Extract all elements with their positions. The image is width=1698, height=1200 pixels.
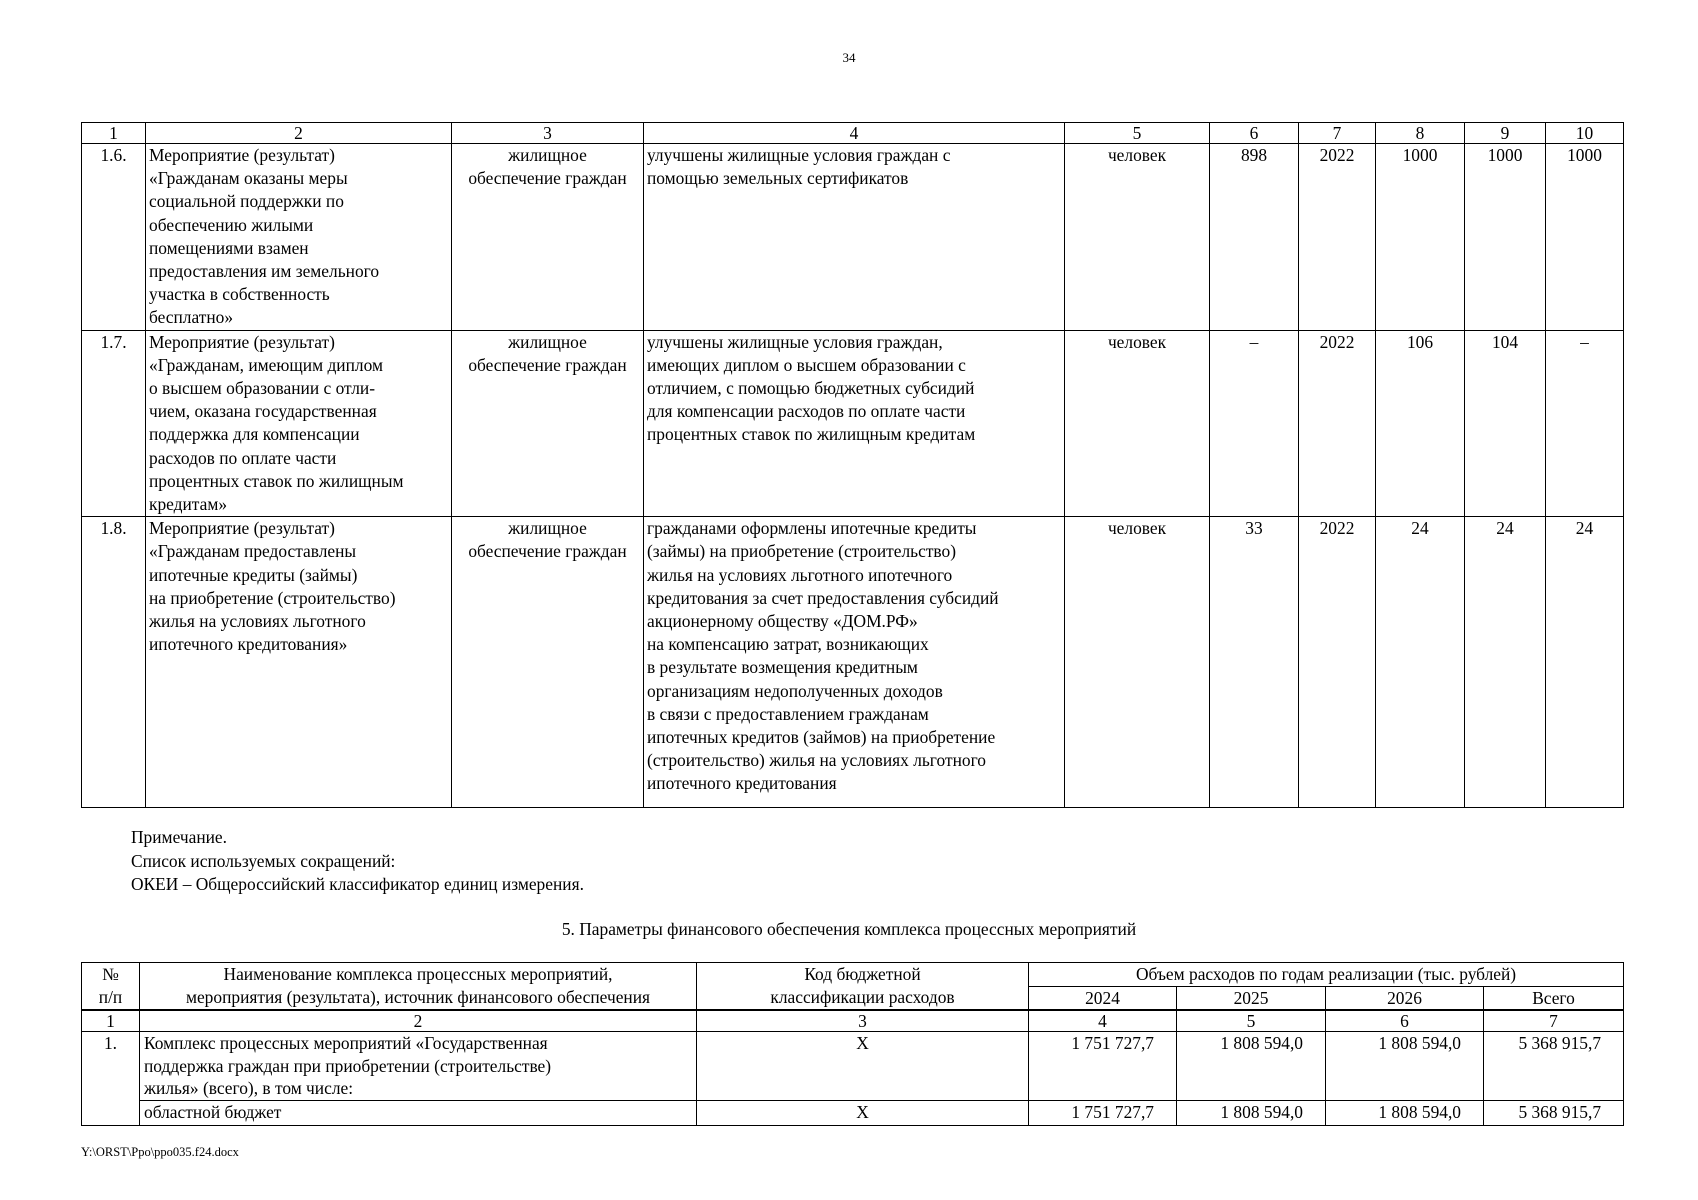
column-number: 4 (644, 123, 1065, 144)
column-number: 1 (82, 123, 146, 144)
column-number: 6 (1210, 123, 1299, 144)
header-name: Наименование комплекса процессных мероприятий, мероприятия (результата), источник финансового обеспечения (140, 963, 697, 1011)
value-year-2: 1000 (1465, 144, 1546, 331)
column-number: 10 (1546, 123, 1624, 144)
page-number: 34 (842, 50, 856, 65)
section-title: 5. Параметры финансового обеспечения комплекса процессных мероприятий (561, 919, 1137, 939)
table-row (82, 1100, 1624, 1125)
row-number: 1.8. (82, 517, 146, 808)
header-year: 2026 (1326, 986, 1484, 1010)
amount-total: 5 368 915,7 (1484, 1032, 1624, 1101)
amount-2025: 1 808 594,0 (1177, 1032, 1326, 1101)
value-year-3: – (1546, 330, 1624, 517)
amount-2025: 1 808 594,0 (1177, 1100, 1326, 1125)
row-number: 1.7. (82, 330, 146, 517)
table-row (82, 517, 1624, 808)
value-year-1: 106 (1376, 330, 1465, 517)
finance-table-header-row (82, 963, 1624, 987)
note-abbreviation-okei: ОКЕИ – Общероссийский классификатор единиц измерения. (131, 874, 584, 894)
note-abbreviations-title: Список используемых сокращений: (131, 850, 396, 871)
finance-item-name: Комплекс процессных мероприятий «Государственная поддержка граждан при приобретении (строительстве) жилья» (всего), в том числе: (140, 1032, 697, 1101)
note-heading: Примечание. (131, 827, 227, 847)
amount-2026: 1 808 594,0 (1326, 1032, 1484, 1101)
header-num: № п/п (82, 963, 140, 1011)
value-year-1: 1000 (1376, 144, 1465, 331)
budget-code: Х (697, 1100, 1029, 1125)
amount-2024: 1 751 727,7 (1029, 1032, 1177, 1101)
unit: человек (1065, 330, 1210, 517)
activity-name: Мероприятие (результат) «Гражданам оказаны меры социальной поддержки по обеспечению жилыми помещениями взамен предоставления им земельного участка в собственность бесплатно» (146, 144, 452, 331)
results-table (81, 122, 1624, 808)
budget-code: Х (697, 1032, 1029, 1101)
column-number: 1 (82, 1010, 140, 1032)
column-number: 3 (697, 1010, 1029, 1032)
finance-table (81, 962, 1624, 1126)
base-year: 2022 (1299, 144, 1376, 331)
column-number: 5 (1065, 123, 1210, 144)
footer-file-path: Y:\ORST\Ppo\ppo035.f24.docx (81, 1145, 239, 1159)
base-value: 33 (1210, 517, 1299, 808)
value-year-2: 24 (1465, 517, 1546, 808)
results-table-header-row (82, 123, 1624, 144)
activity-name: Мероприятие (результат) «Гражданам, имеющим диплом о высшем образовании с отли- чием, оказана государственная поддержка для компенсации расходов по оплате части процентных ставок по жилищным кредитам» (146, 330, 452, 517)
column-number: 3 (452, 123, 644, 144)
activity-type: жилищное обеспечение граждан (452, 517, 644, 808)
table-row (82, 144, 1624, 331)
table-row (82, 1032, 1624, 1101)
amount-2024: 1 751 727,7 (1029, 1100, 1177, 1125)
base-year: 2022 (1299, 517, 1376, 808)
column-number: 7 (1484, 1010, 1624, 1032)
row-number: 1.6. (82, 144, 146, 331)
base-value: 898 (1210, 144, 1299, 331)
unit: человек (1065, 144, 1210, 331)
column-number: 9 (1465, 123, 1546, 144)
notes-block (131, 826, 584, 897)
column-number: 6 (1326, 1010, 1484, 1032)
activity-type: жилищное обеспечение граждан (452, 330, 644, 517)
finance-table-column-numbers (82, 1010, 1624, 1032)
amount-2026: 1 808 594,0 (1326, 1100, 1484, 1125)
header-total: Всего (1484, 986, 1624, 1010)
value-year-1: 24 (1376, 517, 1465, 808)
table-row (82, 330, 1624, 517)
activity-description: улучшены жилищные условия граждан, имеющих диплом о высшем образовании с отличием, с помощью бюджетных субсидий для компенсации расходов по оплате части процентных ставок по жилищным кредитам (644, 330, 1065, 517)
activity-description: гражданами оформлены ипотечные кредиты (займы) на приобретение (строительство) жилья на условиях льготного ипотечного кредитования за счет предоставления субсидий акционерному обществу «ДОМ.РФ» на компенсацию затрат, возникающих в результате возмещения кредитным организациям недополученных доходов в связи с предоставлением гражданам ипотечных кредитов (займов) на приобретение (строительство) жилья на условиях льготного ипотечного кредитования (644, 517, 1065, 808)
column-number: 2 (146, 123, 452, 144)
finance-item-name: областной бюджет (140, 1100, 697, 1125)
column-number: 7 (1299, 123, 1376, 144)
base-year: 2022 (1299, 330, 1376, 517)
amount-total: 5 368 915,7 (1484, 1100, 1624, 1125)
row-number: 1. (82, 1032, 140, 1126)
header-year: 2025 (1177, 986, 1326, 1010)
column-number: 5 (1177, 1010, 1326, 1032)
column-number: 4 (1029, 1010, 1177, 1032)
activity-name: Мероприятие (результат) «Гражданам предоставлены ипотечные кредиты (займы) на приобретение (строительство) жилья на условиях льготного ипотечного кредитования» (146, 517, 452, 808)
activity-type: жилищное обеспечение граждан (452, 144, 644, 331)
column-number: 2 (140, 1010, 697, 1032)
column-number: 8 (1376, 123, 1465, 144)
header-volume: Объем расходов по годам реализации (тыс. рублей) (1029, 963, 1624, 987)
value-year-2: 104 (1465, 330, 1546, 517)
base-value: – (1210, 330, 1299, 517)
header-year: 2024 (1029, 986, 1177, 1010)
activity-description: улучшены жилищные условия граждан с помощью земельных сертификатов (644, 144, 1065, 331)
value-year-3: 1000 (1546, 144, 1624, 331)
header-code: Код бюджетной классификации расходов (697, 963, 1029, 1011)
value-year-3: 24 (1546, 517, 1624, 808)
unit: человек (1065, 517, 1210, 808)
